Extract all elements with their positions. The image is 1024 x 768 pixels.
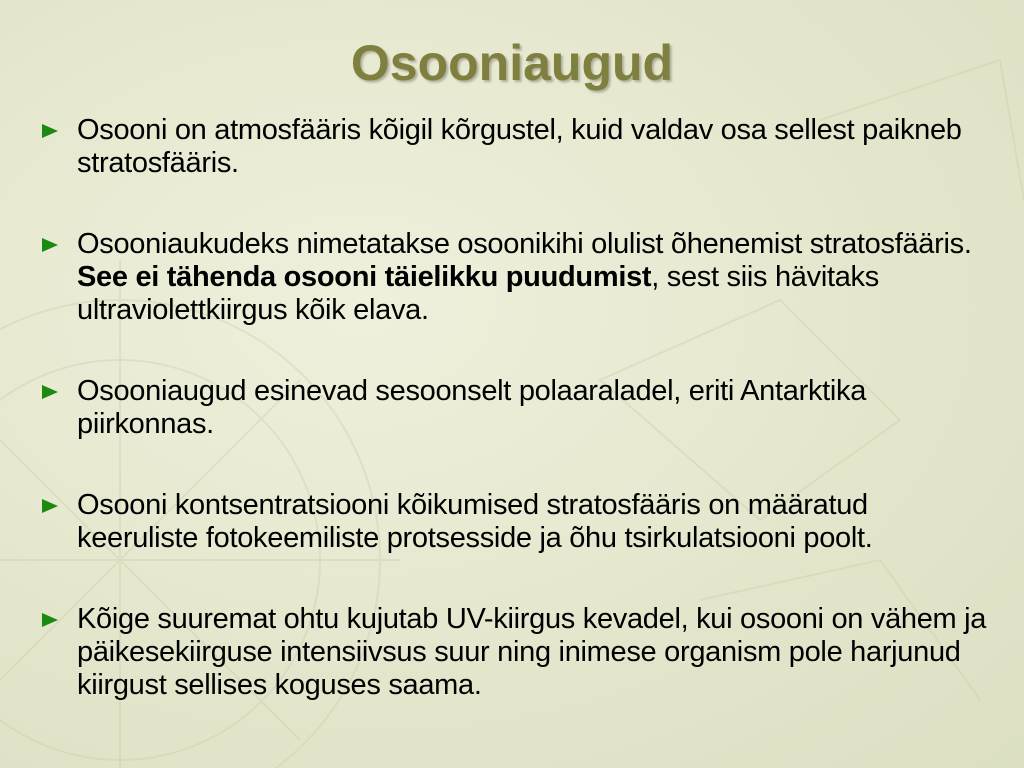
bullet-text: Osooni kontsentratsiooni kõikumised stratosfääris on määratud keeruliste fotokeemiliste protsesside ja õhu tsirkulatsiooni poolt.	[77, 489, 873, 554]
bullet-arrow-icon	[42, 238, 58, 252]
bullet-text: Kõige suuremat ohtu kujutab UV-kiirgus kevadel, kui osooni on vähem ja päikesekiirguse intensiivsus suur ning inimese organism pole harjunud kiirgust sellises koguses saama.	[77, 603, 987, 701]
bullet-item	[42, 228, 992, 327]
bullet-item	[42, 114, 992, 180]
bullet-text: Osooniaugud esinevad sesoonselt polaaraladel, eriti Antarktika piirkonnas.	[77, 375, 867, 440]
bullet-item	[42, 375, 992, 441]
bullet-arrow-icon	[42, 124, 58, 138]
bullet-item	[42, 603, 992, 702]
bullet-item	[42, 489, 992, 555]
bullet-list	[42, 114, 992, 702]
bullet-text: Osooni on atmosfääris kõigil kõrgustel, kuid valdav osa sellest paikneb stratosfääris.	[77, 114, 962, 179]
bullet-text: Osooniaukudeks nimetatakse osoonikihi olulist õhenemist stratosfääris.	[77, 228, 972, 260]
bullet-text: , sest siis hävitaks ultraviolettkiirgus kõik elava.	[77, 261, 879, 326]
bullet-arrow-icon	[42, 499, 58, 513]
bullet-bold-text: See ei tähenda osooni täielikku puudumist	[77, 261, 652, 293]
bullet-arrow-icon	[42, 613, 58, 627]
slide-title: Osooniaugud	[350, 35, 674, 91]
bullet-arrow-icon	[42, 385, 58, 399]
